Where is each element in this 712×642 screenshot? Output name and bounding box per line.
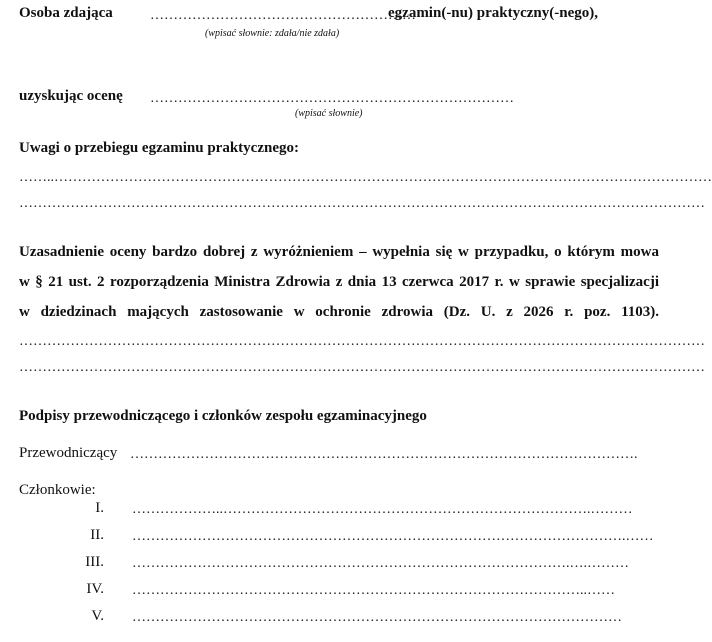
- exam-type-text: egzamin(-nu) praktyczny(-nego),: [388, 5, 598, 21]
- candidate-label: Osoba zdająca: [19, 5, 113, 21]
- remarks-heading: Uwagi o przebiegu egzaminu praktycznego:: [19, 140, 299, 156]
- justification-text-line-3: w dziedzinach mających zastosowanie w ochronie zdrowia (Dz. U. z 2026 r. poz. 1103).: [19, 304, 659, 320]
- chair-signature-field[interactable]: ……………………………………………………………………………………………….: [130, 447, 638, 462]
- justification-text-line-1: Uzasadnienie oceny bardzo dobrej z wyróżnieniem – wypełnia się w przypadku, o którym mowa: [19, 244, 659, 260]
- member-numeral-2: II.: [90, 527, 104, 543]
- chair-label: Przewodniczący: [19, 445, 118, 461]
- remarks-line-1[interactable]: ……..……………………………………………………………………………………………………………………………: [19, 170, 712, 185]
- member-signature-field-2[interactable]: …………………………………………………………………………………………….……: [132, 529, 654, 544]
- members-label: Członkowie:: [19, 482, 96, 498]
- member-numeral-4: IV.: [86, 581, 104, 597]
- result-hint: (wpisać słownie: zdała/nie zdała): [205, 28, 340, 39]
- justification-line-2[interactable]: …………………………………………………………………………………………………………………………………: [19, 360, 705, 375]
- result-field[interactable]: …………………………………………………: [150, 8, 416, 23]
- remarks-line-2[interactable]: …………………………………………………………………………………………………………………………………: [19, 196, 705, 211]
- grade-field[interactable]: ……………………………………………………………………: [150, 91, 514, 106]
- signatures-heading: Podpisy przewodniczącego i członków zespołu egzaminacyjnego: [19, 408, 427, 424]
- member-signature-field-4[interactable]: ……………………………………………………………………………………..……: [132, 583, 615, 598]
- grade-label: uzyskując ocenę: [19, 88, 123, 104]
- justification-text-line-2: w § 21 ust. 2 rozporządzenia Ministra Zdrowia z dnia 13 czerwca 2017 r. w sprawie specjalizacji: [19, 274, 659, 290]
- grade-hint: (wpisać słownie): [295, 108, 363, 119]
- member-numeral-3: III.: [85, 554, 104, 570]
- member-signature-field-3[interactable]: ………………………………………………………………………………….….………: [132, 556, 629, 571]
- justification-line-1[interactable]: …………………………………………………………………………………………………………………………………: [19, 334, 705, 349]
- member-numeral-1: I.: [95, 500, 104, 516]
- member-numeral-5: V.: [91, 608, 104, 624]
- member-signature-field-5[interactable]: ……………………………………………………………………………………………: [132, 610, 622, 625]
- member-signature-field-1[interactable]: ………………..…………………………………………………………………….………: [132, 502, 633, 517]
